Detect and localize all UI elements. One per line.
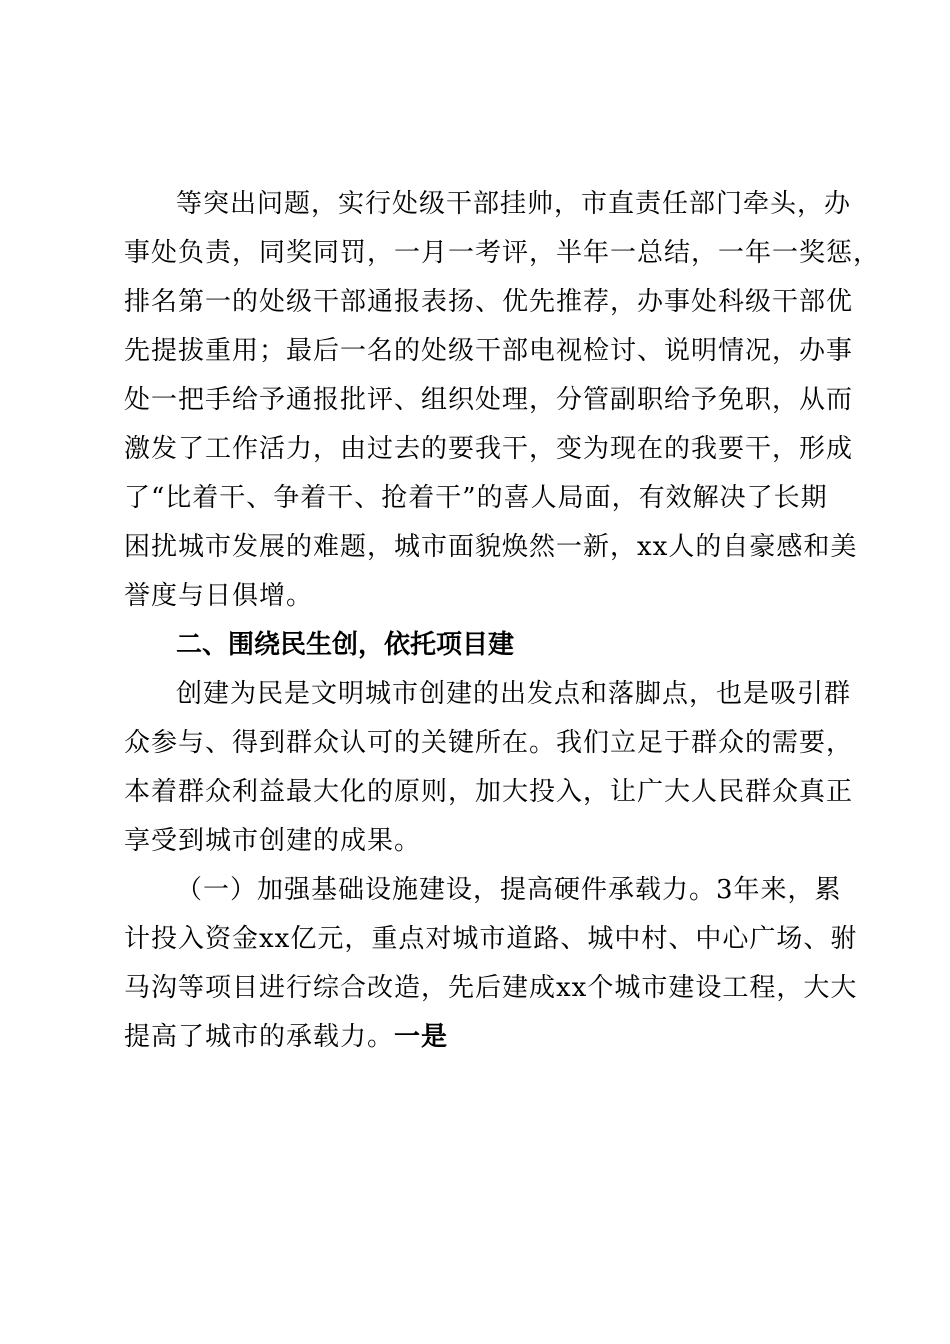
paragraph-line: 困扰城市发展的难题，城市面貌焕然一新，xx人的自豪感和美 xyxy=(124,532,858,562)
paragraph-line: 马沟等项目进行综合改造，先后建成xx个城市建设工程，大大 xyxy=(124,973,858,1003)
paragraph-1 xyxy=(124,180,881,621)
paragraph-line: 处一把手给予通报批评、组织处理，分管副职给予免职，从而 xyxy=(124,385,854,415)
paragraph-2 xyxy=(124,670,854,866)
paragraph-line: 激发了工作活力，由过去的要我干，变为现在的我要干，形成 xyxy=(124,434,854,464)
paragraph-line: 先提拔重用；最后一名的处级干部电视检讨、说明情况，办事 xyxy=(124,336,854,366)
paragraph-line: 本着群众利益最大化的原则，加大投入，让广大人民群众真正 xyxy=(124,777,854,807)
last-line-text: 提高了城市的承载力。 xyxy=(124,1022,395,1052)
paragraph-line: 众参与、得到群众认可的关键所在。我们立足于群众的需要， xyxy=(124,728,854,758)
paragraph-last-line xyxy=(124,1013,844,1062)
section-heading: 二、围绕民生创，依托项目建 xyxy=(176,630,515,660)
paragraph-line: 排名第一的处级干部通报表扬、优先推荐，办事处科级干部优 xyxy=(124,287,854,317)
paragraph-3 xyxy=(124,866,858,1062)
document-body xyxy=(124,180,881,1062)
paragraph-line: 了“比着干、争着干、抢着干”的喜人局面，有效解决了长期 xyxy=(124,483,828,513)
emphasis-text: 一是 xyxy=(394,1022,449,1052)
paragraph-line: 计投入资金xx亿元，重点对城市道路、城中村、中心广场、驸 xyxy=(124,924,858,954)
paragraph-line: 誉度与日俱增。 xyxy=(124,581,314,611)
paragraph-line: 享受到城市创建的成果。 xyxy=(124,826,422,856)
paragraph-line: 事处负责，同奖同罚，一月一考评，半年一总结，一年一奖惩， xyxy=(124,238,881,268)
paragraph-line: 等突出问题，实行处级干部挂帅，市直责任部门牵头，办 xyxy=(176,189,852,219)
paragraph-line: （一）加强基础设施建设，提高硬件承载力。3年来，累 xyxy=(176,875,842,905)
paragraph-line: 创建为民是文明城市创建的出发点和落脚点，也是吸引群 xyxy=(176,679,852,709)
